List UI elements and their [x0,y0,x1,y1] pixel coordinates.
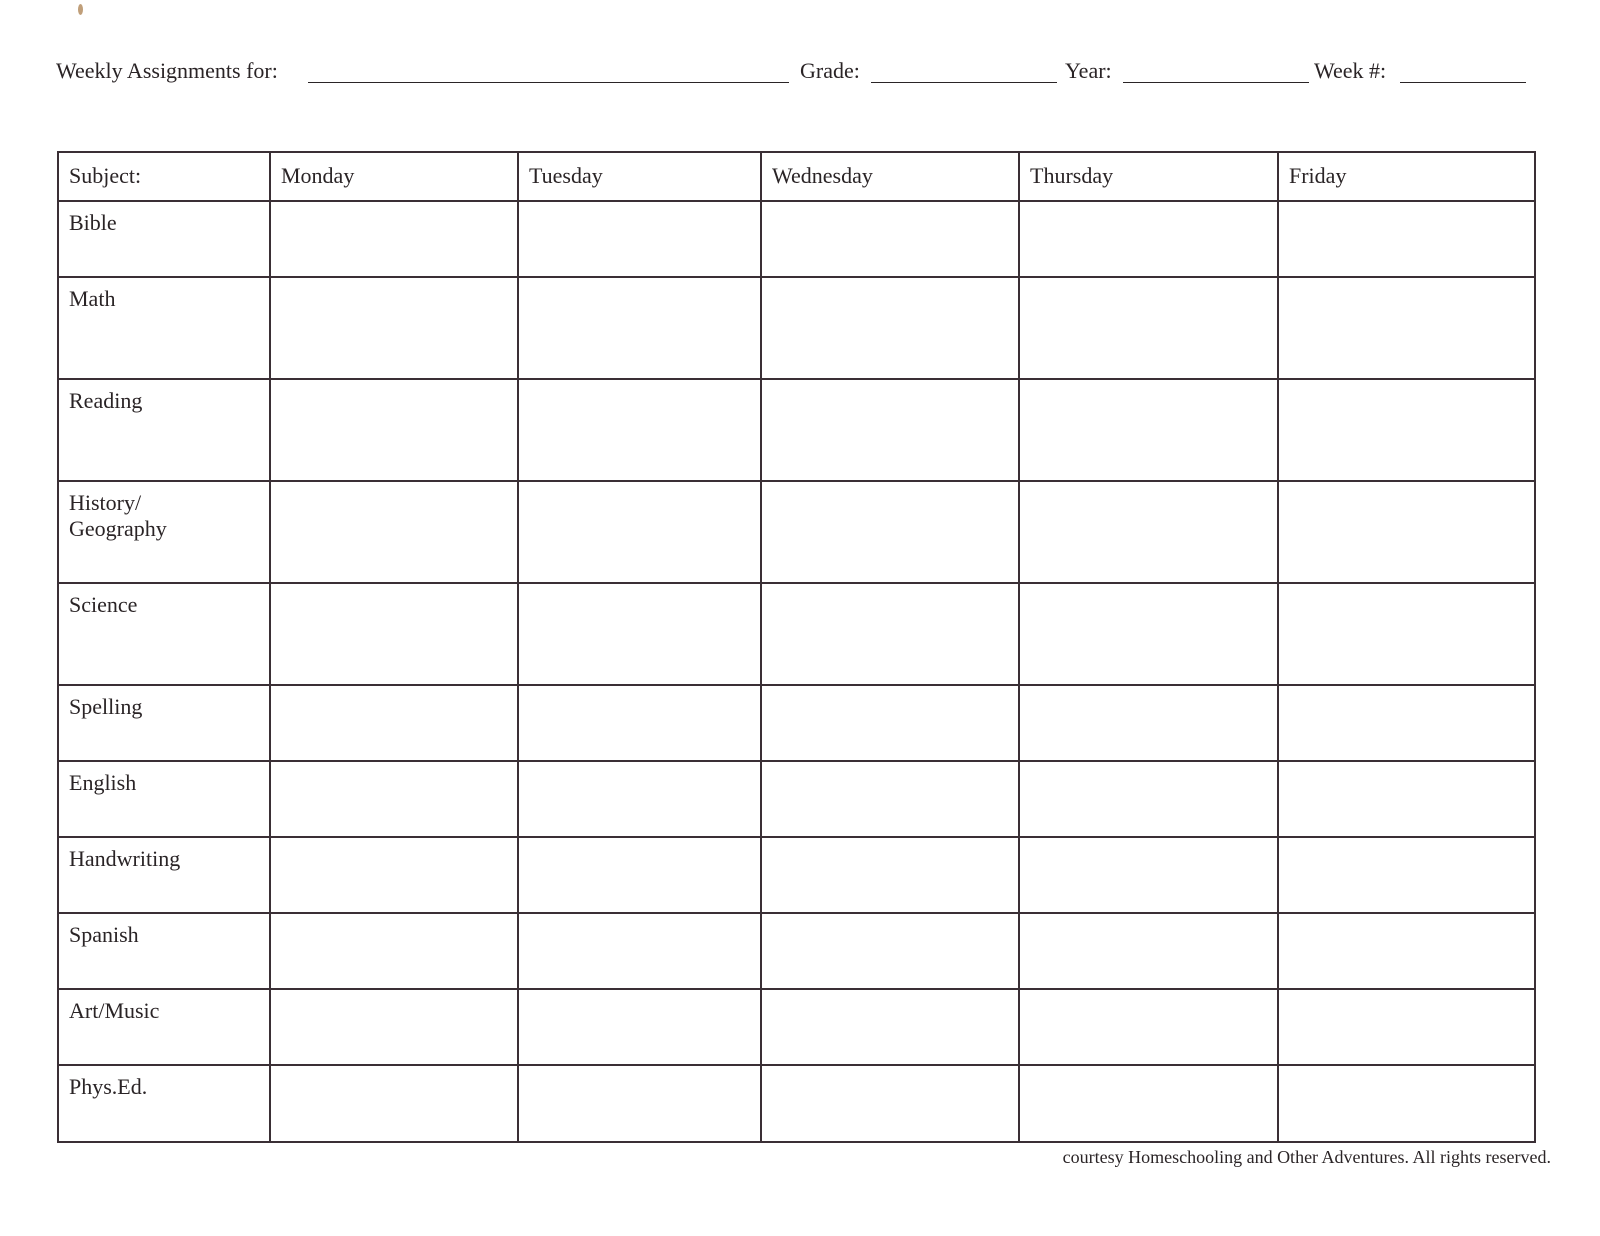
table-row [58,1065,1535,1142]
assignment-cell-monday[interactable] [270,989,518,1065]
assignment-cell-wednesday[interactable] [761,837,1019,913]
subject-label-line: Geography [69,516,167,541]
assignment-cell-wednesday[interactable] [761,913,1019,989]
table-row [58,761,1535,837]
paper-smudge [78,4,83,15]
assignment-cell-thursday[interactable] [1019,201,1278,277]
assignment-cell-monday[interactable] [270,583,518,685]
assignment-cell-monday[interactable] [270,277,518,379]
assignment-cell-wednesday[interactable] [761,685,1019,761]
assignment-cell-monday[interactable] [270,481,518,583]
assignment-cell-monday[interactable] [270,761,518,837]
assignment-cell-friday[interactable] [1278,685,1535,761]
subject-label: Spelling [58,685,270,761]
assignment-cell-tuesday[interactable] [518,761,761,837]
assignment-cell-tuesday[interactable] [518,913,761,989]
table-row [58,277,1535,379]
assignment-cell-friday[interactable] [1278,913,1535,989]
subject-label [58,481,270,583]
assignments-for-label: Weekly Assignments for: [56,58,278,83]
assignment-cell-tuesday[interactable] [518,837,761,913]
day-header-monday: Monday [270,152,518,201]
subject-column-header: Subject: [58,152,270,201]
assignment-cell-friday[interactable] [1278,277,1535,379]
weekly-assignments-table [57,151,1536,1143]
table-row [58,685,1535,761]
grade-field[interactable] [871,82,1057,83]
subject-label: Spanish [58,913,270,989]
assignment-cell-tuesday[interactable] [518,277,761,379]
year-field[interactable] [1123,82,1309,83]
assignment-cell-friday[interactable] [1278,761,1535,837]
assignment-cell-thursday[interactable] [1019,277,1278,379]
day-header-tuesday: Tuesday [518,152,761,201]
assignment-cell-wednesday[interactable] [761,761,1019,837]
assignment-cell-thursday[interactable] [1019,761,1278,837]
assignment-cell-wednesday[interactable] [761,277,1019,379]
subject-label: Reading [58,379,270,481]
table-row [58,201,1535,277]
subject-label-line: History/ [69,490,142,515]
subject-label: Science [58,583,270,685]
assignment-cell-monday[interactable] [270,837,518,913]
subject-label: English [58,761,270,837]
assignment-cell-monday[interactable] [270,1065,518,1142]
subject-label: Handwriting [58,837,270,913]
assignment-cell-monday[interactable] [270,379,518,481]
assignment-cell-wednesday[interactable] [761,481,1019,583]
assignment-cell-thursday[interactable] [1019,379,1278,481]
table-row [58,989,1535,1065]
assignment-cell-thursday[interactable] [1019,1065,1278,1142]
assignment-cell-tuesday[interactable] [518,989,761,1065]
subject-label: Art/Music [58,989,270,1065]
assignment-cell-thursday[interactable] [1019,583,1278,685]
assignment-cell-tuesday[interactable] [518,379,761,481]
assignment-cell-thursday[interactable] [1019,837,1278,913]
assignment-cell-wednesday[interactable] [761,989,1019,1065]
day-header-thursday: Thursday [1019,152,1278,201]
subject-label: Math [58,277,270,379]
assignment-cell-thursday[interactable] [1019,481,1278,583]
assignment-cell-tuesday[interactable] [518,1065,761,1142]
assignment-cell-tuesday[interactable] [518,685,761,761]
table-row [58,379,1535,481]
year-label: Year: [1065,58,1112,83]
assignment-cell-tuesday[interactable] [518,201,761,277]
footer-credit: courtesy Homeschooling and Other Adventures. All rights reserved. [1062,1147,1551,1167]
assignment-cell-wednesday[interactable] [761,379,1019,481]
week-number-label: Week #: [1314,58,1387,83]
subject-label: Phys.Ed. [58,1065,270,1142]
subject-label: Bible [58,201,270,277]
assignment-cell-monday[interactable] [270,685,518,761]
assignment-cell-monday[interactable] [270,201,518,277]
assignment-cell-wednesday[interactable] [761,1065,1019,1142]
assignment-cell-friday[interactable] [1278,201,1535,277]
form-header [56,56,1526,90]
table-header-row [58,152,1535,201]
student-name-field[interactable] [308,82,789,83]
assignment-cell-wednesday[interactable] [761,201,1019,277]
day-header-friday: Friday [1278,152,1535,201]
assignment-cell-thursday[interactable] [1019,989,1278,1065]
assignment-cell-friday[interactable] [1278,1065,1535,1142]
assignment-cell-wednesday[interactable] [761,583,1019,685]
table-row [58,583,1535,685]
day-header-wednesday: Wednesday [761,152,1019,201]
table-row [58,481,1535,583]
assignment-cell-tuesday[interactable] [518,583,761,685]
assignment-cell-friday[interactable] [1278,989,1535,1065]
assignment-cell-friday[interactable] [1278,583,1535,685]
assignment-cell-friday[interactable] [1278,837,1535,913]
grade-label: Grade: [800,58,860,83]
table-row [58,837,1535,913]
assignment-cell-friday[interactable] [1278,379,1535,481]
assignment-cell-tuesday[interactable] [518,481,761,583]
table-row [58,913,1535,989]
assignment-cell-monday[interactable] [270,913,518,989]
assignment-cell-friday[interactable] [1278,481,1535,583]
assignment-cell-thursday[interactable] [1019,685,1278,761]
assignment-cell-thursday[interactable] [1019,913,1278,989]
week-number-field[interactable] [1400,82,1526,83]
